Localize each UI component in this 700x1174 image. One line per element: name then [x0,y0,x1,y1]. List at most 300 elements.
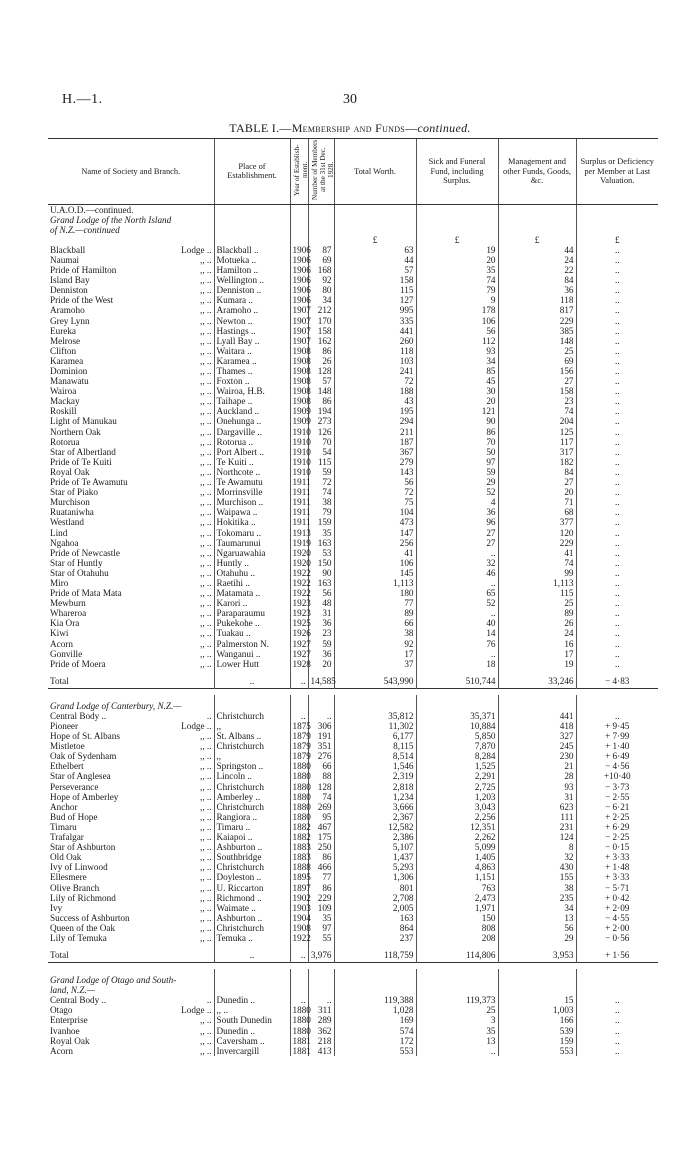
year-cell: 1906 [290,285,308,295]
mgmt-cell: 148 [498,336,576,346]
surplus-cell: .. [576,649,658,659]
year-cell: 1881 [290,1046,308,1056]
surplus-cell: + 9·45 [576,721,658,731]
table-row [48,376,658,386]
members-cell: 273 [308,416,334,426]
branch-name-text: Olive Branch [50,882,100,893]
table-row [48,558,658,568]
place-cell: Huntly .. [214,558,290,568]
branch-name-text: Northern Oak [50,426,101,437]
worth-cell: 187 [334,437,416,447]
branch-name [48,437,214,447]
branch-name-text: Pioneer [50,721,79,731]
members-cell: 55 [308,933,334,943]
branch-name [48,245,214,255]
year-cell: 1880 [290,771,308,781]
branch-name [48,588,214,598]
table-row [48,598,658,608]
surplus-cell: − 0·56 [576,933,658,943]
mgmt-cell: 231 [498,822,576,832]
lodge-marker: ,, .. [200,731,212,742]
mgmt-cell: 111 [498,812,576,822]
branch-name [48,356,214,366]
mgmt-cell: 623 [498,802,576,812]
table-row [48,265,658,275]
place-cell: Doyleston .. [214,872,290,882]
branch-name-text: Westland [50,517,84,528]
members-cell: 35 [308,528,334,538]
worth-cell: 1,437 [334,852,416,862]
worth-cell: 37 [334,659,416,669]
sick-cell: 112 [416,336,498,346]
year-cell: 1879 [290,741,308,751]
year-cell: 1883 [290,852,308,862]
surplus-cell: .. [576,356,658,366]
sick-cell: 35 [416,265,498,275]
year-cell: 1922 [290,568,308,578]
total-place: .. [214,675,290,689]
branch-name-text: Acorn [50,638,73,649]
members-cell: 69 [308,255,334,265]
members-cell: .. [308,995,334,1005]
lodge-marker: ,, .. [200,1035,212,1046]
place-cell: Matamata .. [214,588,290,598]
members-cell: 79 [308,507,334,517]
lodge-marker: ,, .. [200,567,212,578]
year-cell: 1908 [290,366,308,376]
members-cell: 218 [308,1036,334,1046]
branch-name-text: Pride of Te Kuiti [50,456,112,467]
surplus-cell: .. [576,255,658,265]
table-row [48,792,658,802]
members-cell: 467 [308,822,334,832]
worth-cell: 995 [334,305,416,315]
table-header-row [48,139,658,205]
empty-cell [416,701,498,711]
mgmt-cell: 16 [498,639,576,649]
place-cell: Auckland .. [214,406,290,416]
surplus-cell: .. [576,548,658,558]
worth-cell: 553 [334,1046,416,1056]
branch-name-text: Miro [50,577,69,588]
branch-name-text: Murchison [50,497,90,508]
place-cell: Morrinsville [214,487,290,497]
branch-name [48,427,214,437]
branch-name [48,639,214,649]
place-cell: Christchurch [214,923,290,933]
mgmt-cell: 99 [498,568,576,578]
surplus-cell: − 0·15 [576,842,658,852]
branch-name-text: Mackay [50,396,80,407]
table-row [48,528,658,538]
col-header-surplus: Surplus or Deficiency per Member at Last Valuation. [576,139,658,205]
year-cell: 1927 [290,639,308,649]
branch-name [48,782,214,792]
year-cell: 1909 [290,406,308,416]
year-cell: 1880 [290,792,308,802]
table-row [48,893,658,903]
place-cell: Waitara .. [214,346,290,356]
sick-cell: 4 [416,497,498,507]
worth-cell: 127 [334,295,416,305]
members-cell: 59 [308,639,334,649]
year-cell: 1880 [290,782,308,792]
branch-name-text: Island Bay [50,275,90,286]
table-row [48,933,658,943]
surplus-cell: .. [576,1015,658,1025]
members-cell: 88 [308,771,334,781]
members-cell: 289 [308,1015,334,1025]
surplus-cell: .. [576,346,658,356]
worth-cell: 294 [334,416,416,426]
worth-cell: 5,293 [334,862,416,872]
surplus-cell: .. [576,406,658,416]
lodge-marker: ,, .. [200,638,212,649]
surplus-cell: + 2·09 [576,903,658,913]
worth-cell: 864 [334,923,416,933]
mgmt-cell: 117 [498,437,576,447]
year-cell: 1880 [290,1005,308,1015]
empty-cell [290,215,308,225]
worth-cell: 92 [334,639,416,649]
branch-name-text: Hope of St. Albans [50,731,120,742]
place-cell: Karamea .. [214,356,290,366]
worth-cell: 260 [334,336,416,346]
sick-cell: 40 [416,618,498,628]
members-cell: 34 [308,295,334,305]
worth-cell: 1,306 [334,872,416,882]
year-cell: 1922 [290,933,308,943]
branch-name [48,548,214,558]
lodge-marker: ,, .. [200,366,212,376]
surplus-cell: .. [576,447,658,457]
mgmt-cell: 23 [498,396,576,406]
lodge-marker: ,, .. [200,741,212,752]
report-code: H.—1. [62,92,103,107]
year-cell: 1910 [290,447,308,457]
place-cell: Raetihi .. [214,578,290,588]
place-cell: Dunedin .. [214,1026,290,1036]
members-cell: 48 [308,598,334,608]
worth-cell: 473 [334,517,416,527]
lodge-marker: ,, .. [200,872,212,883]
empty-cell [290,975,308,985]
worth-cell: 1,546 [334,761,416,771]
worth-cell: 8,115 [334,741,416,751]
section-heading-row [48,215,658,225]
sick-cell: 208 [416,933,498,943]
table-row [48,1026,658,1036]
year-cell: 1910 [290,457,308,467]
year-cell: 1907 [290,316,308,326]
total-worth: 543,990 [334,675,416,689]
lodge-marker: ,, .. [200,325,212,336]
year-cell: 1880 [290,1015,308,1025]
members-cell: 70 [308,437,334,447]
lodge-marker: ,, .. [200,335,212,346]
surplus-cell: − 5·71 [576,883,658,893]
lodge-marker: Lodge .. [181,721,212,731]
lodge-marker: ,, .. [200,588,212,599]
table-row [48,1036,658,1046]
members-cell: 109 [308,903,334,913]
total-worth: 118,759 [334,949,416,963]
mgmt-cell: 327 [498,731,576,741]
branch-name [48,842,214,852]
total-sick: 510,744 [416,675,498,689]
branch-name [48,295,214,305]
lodge-marker: ,, .. [200,608,212,619]
empty-cell [214,985,290,995]
branch-name-text: Royal Oak [50,1035,90,1046]
branch-name [48,376,214,386]
sick-cell: 9 [416,295,498,305]
branch-name [48,336,214,346]
empty-cell [290,701,308,711]
surplus-cell: .. [576,1036,658,1046]
mgmt-cell: 74 [498,558,576,568]
col-header-worth: Total Worth. [334,139,416,205]
total-year: .. [290,675,308,689]
surplus-cell: .. [576,427,658,437]
place-cell: Richmond .. [214,893,290,903]
branch-name [48,802,214,812]
place-cell: Taihape .. [214,396,290,406]
table-row [48,336,658,346]
branch-name-text: Ivanhoe [50,1025,80,1036]
central-body-row [48,995,658,1005]
year-cell: 1927 [290,649,308,659]
members-cell: 20 [308,659,334,669]
year-cell: 1911 [290,477,308,487]
mgmt-cell: 34 [498,903,576,913]
place-cell: Tokomaru .. [214,528,290,538]
place-cell: Hokitika .. [214,517,290,527]
year-cell: 1920 [290,548,308,558]
sick-cell: 29 [416,477,498,487]
mgmt-cell: 93 [498,782,576,792]
place-cell: Wanganui .. [214,649,290,659]
year-cell: 1879 [290,731,308,741]
lodge-marker: ,, .. [200,761,212,772]
lodge-marker: ,, .. [200,507,212,518]
sick-cell: 1,525 [416,761,498,771]
worth-cell: 11,302 [334,721,416,731]
place-cell: Christchurch [214,711,290,721]
year-cell: 1928 [290,659,308,669]
table-row [48,913,658,923]
branch-name-text: Eureka [50,325,77,336]
branch-name [48,517,214,527]
empty-cell [334,215,416,225]
sick-cell: 74 [416,275,498,285]
section-heading-row [48,975,658,985]
year-cell: 1913 [290,528,308,538]
place-cell: Lyall Bay .. [214,336,290,346]
lodge-marker: Lodge .. [181,244,212,255]
year-cell: 1888 [290,862,308,872]
empty-cell [308,204,334,215]
year-cell: 1875 [290,721,308,731]
year-cell: 1879 [290,751,308,761]
empty-cell [308,701,334,711]
total-place: .. [214,949,290,963]
place-cell: Dargaville .. [214,427,290,437]
surplus-cell: .. [576,639,658,649]
surplus-cell: .. [576,457,658,467]
place-cell: Port Albert .. [214,447,290,457]
mgmt-cell: 21 [498,761,576,771]
year-cell: 1908 [290,396,308,406]
place-cell: Murchison .. [214,497,290,507]
branch-name [48,822,214,832]
branch-name [48,812,214,822]
empty-cell [290,204,308,215]
place-cell: Taumarunui [214,538,290,548]
empty-cell [576,975,658,985]
empty-cell [498,985,576,995]
branch-name [48,305,214,315]
members-cell: 35 [308,913,334,923]
members-cell: 191 [308,731,334,741]
mgmt-cell: 155 [498,872,576,882]
year-cell: 1883 [290,842,308,852]
surplus-cell: + 1·40 [576,741,658,751]
central-body-label: Central Body .. [50,995,107,1006]
year-cell: 1908 [290,386,308,396]
empty-cell [334,225,416,235]
table-row [48,477,658,487]
table-row [48,437,658,447]
members-cell: 54 [308,447,334,457]
table-row [48,639,658,649]
mgmt-cell: 159 [498,1036,576,1046]
mgmt-cell: 182 [498,457,576,467]
table-row [48,255,658,265]
table-row [48,517,658,527]
col-header-year-text: Year of Establish-ment. [292,144,309,196]
lodge-marker: ,, .. [200,842,212,853]
members-cell: 276 [308,751,334,761]
table-row [48,608,658,618]
members-cell: 148 [308,386,334,396]
table-row [48,416,658,426]
total-label: Total [50,675,69,686]
branch-name-text: Manawatu [50,376,89,387]
table-row [48,782,658,792]
members-cell: 162 [308,336,334,346]
members-cell: 212 [308,305,334,315]
units-row [48,235,658,245]
lodge-marker: ,, .. [200,1015,212,1026]
members-cell: 413 [308,1046,334,1056]
place-cell: Christchurch [214,802,290,812]
table-row [48,721,658,731]
year-cell: 1904 [290,913,308,923]
surplus-cell: .. [576,386,658,396]
members-cell: 306 [308,721,334,731]
central-body-dots: .. [206,995,212,1006]
branch-name-text: Ivy [50,902,63,913]
branch-name-text: Royal Oak [50,466,90,477]
sick-cell: 5,850 [416,731,498,741]
place-cell: Foxton .. [214,376,290,386]
sick-cell: 35 [416,1026,498,1036]
branch-name [48,285,214,295]
worth-cell: 1,113 [334,578,416,588]
mgmt-cell: 56 [498,923,576,933]
branch-name-text: Mistletoe [50,741,85,752]
surplus-cell: .. [576,711,658,721]
branch-name [48,761,214,771]
table-row [48,618,658,628]
sick-cell: .. [416,548,498,558]
table-row [48,568,658,578]
lodge-marker: ,, .. [200,416,212,427]
empty-cell [308,225,334,235]
empty-cell [214,225,290,235]
members-cell: 74 [308,487,334,497]
branch-name-text: Success of Ashburton [50,912,130,923]
branch-name-text: Whareroa [50,608,87,619]
table-row [48,588,658,598]
mgmt-cell: 74 [498,406,576,416]
worth-cell: 441 [334,326,416,336]
lodge-marker: ,, .. [200,275,212,286]
members-cell: 56 [308,588,334,598]
branch-name-text: Karamea [50,355,84,366]
sick-cell: 2,291 [416,771,498,781]
surplus-cell: .. [576,245,658,255]
lodge-marker: ,, .. [200,466,212,477]
empty-cell [576,225,658,235]
surplus-cell: .. [576,568,658,578]
place-cell: Hastings .. [214,326,290,336]
empty-cell [334,985,416,995]
lodge-marker: ,, .. [200,456,212,467]
sick-cell: 52 [416,487,498,497]
place-cell: Palmerston N. [214,639,290,649]
branch-name-text: Anchor [50,801,78,812]
sick-cell: 96 [416,517,498,527]
table-title: Membership and Funds [291,121,406,135]
surplus-cell: .. [576,578,658,588]
place-cell: Christchurch [214,741,290,751]
worth-cell: 115 [334,285,416,295]
table-row [48,366,658,376]
sick-cell: 1,151 [416,872,498,882]
empty-cell [576,204,658,215]
members-cell: 126 [308,427,334,437]
branch-name-text: Star of Anglesea [50,771,111,782]
total-mgmt: 3,953 [498,949,576,963]
place-cell: ,, [214,721,290,731]
worth-cell: 335 [334,316,416,326]
worth-cell: 195 [334,406,416,416]
empty-cell [290,225,308,235]
table-row [48,1005,658,1015]
lodge-marker: ,, .. [200,852,212,863]
lodge-marker: ,, .. [200,821,212,832]
branch-name [48,528,214,538]
sick-cell: 20 [416,255,498,265]
surplus-cell: .. [576,608,658,618]
branch-name-text: Pride of Te Awamutu [50,477,128,488]
worth-cell: 2,818 [334,782,416,792]
place-cell: U. Riccarton [214,883,290,893]
branch-name [48,477,214,487]
branch-name [48,538,214,548]
